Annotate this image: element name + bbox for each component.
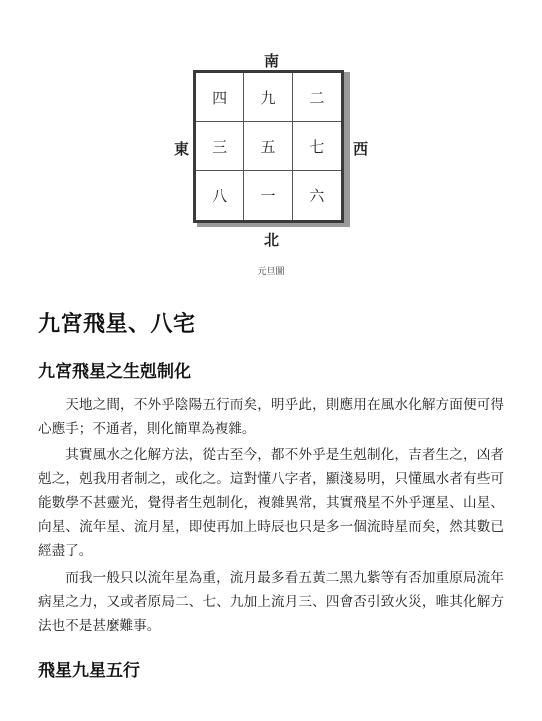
- grid-cell-northwest: 六: [309, 187, 325, 205]
- paragraph-annual-star: 而我一般只以流年星為重，流月最多看五黃二黑九紫等有否加重原局流年病星之力，又或者原局二、七、九加上流月三、四會否引致火災，唯其化解方法也不是甚麼難事。: [38, 570, 504, 634]
- grid-cell-north: 一: [244, 171, 292, 220]
- grid-cell-west: 七: [293, 122, 341, 171]
- luoshu-grid: [193, 70, 344, 223]
- grid-cell-center: 五: [244, 122, 292, 171]
- figure-caption: 元旦圖: [257, 267, 285, 277]
- section-title-nine-stars: 飛星九星五行: [38, 661, 140, 681]
- section-title-generation-control: 九宮飛星之生剋制化: [38, 362, 191, 382]
- grid-cell-southeast: 四: [196, 73, 244, 122]
- paragraph-yin-yang: 天地之間，不外乎陰陽五行而矣，明乎此，則應用在風水化解方面便可得心應手；不通者，則化簡單為複雜。: [38, 397, 504, 437]
- direction-west: 西: [353, 140, 369, 158]
- chapter-heading: 九宮飛星、八宅: [38, 312, 196, 337]
- grid-cell-southwest: 二: [293, 73, 341, 122]
- direction-north: 北: [264, 231, 280, 249]
- grid-cell-east: 三: [196, 122, 244, 171]
- grid-cell-south: 九: [244, 73, 292, 122]
- luoshu-figure: [0, 0, 542, 290]
- grid-cell-northeast: 八: [196, 171, 244, 220]
- direction-south: 南: [264, 52, 280, 70]
- direction-east: 東: [174, 140, 190, 158]
- paragraph-remedy-methods: 其實風水之化解方法，從古至今，都不外乎是生剋制化，吉者生之，凶者剋之，剋我用者制之，或化之。這對懂八字者，顯淺易明，只懂風水者有些可能數學不甚靈光，覺得者生剋制化，複雜異常，其實飛星不外乎運星、山星、向星、流年星、流月星，即使再加上時辰也只是多一個流時星而矣，然其數已經盡了。: [38, 447, 504, 559]
